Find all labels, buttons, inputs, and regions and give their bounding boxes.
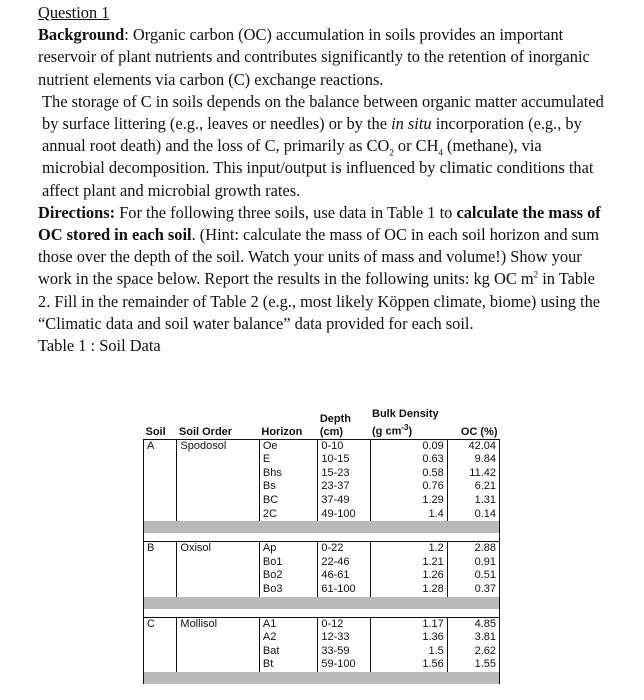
table-row bbox=[144, 439, 500, 453]
background-paragraph-1 bbox=[38, 24, 608, 91]
cell-horizon: Bt bbox=[259, 658, 317, 672]
group-separator bbox=[144, 672, 500, 684]
table-body bbox=[144, 439, 500, 684]
cell-horizon: Bo2 bbox=[259, 569, 317, 583]
gap-cell bbox=[144, 609, 500, 618]
cell-horizon: Oe bbox=[259, 439, 317, 453]
cell-horizon: Bs bbox=[259, 480, 317, 494]
group-gap bbox=[144, 533, 500, 542]
cell-horizon: 2C bbox=[259, 508, 317, 522]
gap-cell bbox=[144, 533, 500, 542]
cell-depth: 46-61 bbox=[318, 569, 370, 583]
cell-depth: 22-46 bbox=[318, 556, 370, 570]
cell-depth: 10-15 bbox=[318, 453, 370, 467]
cell-soil-order: Oxisol bbox=[177, 542, 259, 556]
cell-oc: 0.37 bbox=[447, 583, 499, 597]
table-row bbox=[144, 453, 500, 467]
header-soil-order: Soil Order bbox=[178, 425, 233, 438]
cell-soil-order bbox=[177, 658, 259, 672]
directions-bold-text: calculate the mass of OC stored in each soil bbox=[38, 202, 601, 245]
cell-horizon: Bo1 bbox=[259, 556, 317, 570]
directions-paragraph bbox=[38, 202, 608, 335]
question-document bbox=[38, 2, 608, 357]
separator-bar bbox=[144, 672, 500, 684]
cell-depth: 49-100 bbox=[318, 508, 370, 522]
cell-oc: 6.21 bbox=[447, 480, 499, 494]
cell-bulk-density: 1.17 bbox=[370, 617, 447, 631]
cell-horizon: BC bbox=[259, 494, 317, 508]
directions-text-2: . (Hint: calculate the mass of OC in each soil horizon and sum those over the depth of the soil. Watch your units of mass and volume!) Show your work in the space below. Report the results in the following units: kg OC m bbox=[38, 225, 599, 289]
cell-horizon: A1 bbox=[259, 617, 317, 631]
cell-depth: 61-100 bbox=[318, 583, 370, 597]
table-row bbox=[144, 631, 500, 645]
cell-horizon: Bat bbox=[259, 645, 317, 659]
cell-soil-order bbox=[177, 583, 259, 597]
table-row bbox=[144, 645, 500, 659]
cell-bulk-density: 1.5 bbox=[370, 645, 447, 659]
cell-bulk-density: 1.4 bbox=[370, 508, 447, 522]
cell-soil: B bbox=[144, 542, 177, 556]
cell-soil-order bbox=[177, 480, 259, 494]
cell-bulk-density: 0.76 bbox=[370, 480, 447, 494]
cell-bulk-density: 1.36 bbox=[370, 631, 447, 645]
cell-oc: 3.81 bbox=[447, 631, 499, 645]
cell-horizon: A2 bbox=[259, 631, 317, 645]
cell-soil bbox=[144, 658, 177, 672]
cell-depth: 23-37 bbox=[318, 480, 370, 494]
cell-soil bbox=[144, 480, 177, 494]
separator-bar bbox=[144, 521, 500, 533]
cell-soil bbox=[144, 508, 177, 522]
cell-soil bbox=[144, 583, 177, 597]
header-soil: Soil bbox=[145, 425, 166, 438]
soil-data-table bbox=[143, 408, 500, 684]
group-separator bbox=[144, 521, 500, 533]
cell-bulk-density: 1.26 bbox=[370, 569, 447, 583]
cell-bulk-density: 0.63 bbox=[370, 453, 447, 467]
ch4-subscript: 4 bbox=[438, 147, 443, 158]
background-text-3: incorporation (e.g., by annual root death) and the loss of C, primarily as CO bbox=[42, 114, 582, 156]
table-row bbox=[144, 542, 500, 556]
table-header-row bbox=[144, 408, 500, 439]
cell-depth: 0-10 bbox=[318, 439, 370, 453]
cell-soil-order bbox=[177, 467, 259, 481]
m2-superscript: 2 bbox=[533, 269, 539, 280]
cell-oc: 2.88 bbox=[447, 542, 499, 556]
cell-bulk-density: 0.58 bbox=[370, 467, 447, 481]
in-situ-text: in situ bbox=[391, 114, 432, 134]
background-text-1: : Organic carbon (OC) accumulation in soils provides an important reservoir of plant nutrients and contributes significantly to the retention of inorganic nutrient elements via carbon (C) exchange reactions. bbox=[38, 25, 590, 89]
group-gap bbox=[144, 609, 500, 618]
cell-horizon: Bhs bbox=[259, 467, 317, 481]
cell-soil bbox=[144, 645, 177, 659]
table-row bbox=[144, 494, 500, 508]
cell-horizon: E bbox=[259, 453, 317, 467]
cell-soil-order bbox=[177, 453, 259, 467]
directions-text-3: in Table 2. Fill in the remainder of Table 2 (e.g., most likely Köppen climate, biome) using the “Climatic data and soil water balance” data provided for each soil. bbox=[38, 269, 601, 333]
cell-oc: 9.84 bbox=[447, 453, 499, 467]
cell-depth: 15-23 bbox=[318, 467, 370, 481]
header-bulk-density: Bulk Density (g $cm^{-3}$) bbox=[372, 408, 439, 438]
cell-depth: 59-100 bbox=[318, 658, 370, 672]
cell-soil bbox=[144, 631, 177, 645]
cell-oc: 2.62 bbox=[447, 645, 499, 659]
cell-soil-order bbox=[177, 645, 259, 659]
cell-soil-order bbox=[177, 556, 259, 570]
cell-oc: 0.14 bbox=[447, 508, 499, 522]
cell-oc: 1.55 bbox=[447, 658, 499, 672]
cell-oc: 1.31 bbox=[447, 494, 499, 508]
background-text-2: The storage of C in soils depends on the balance between organic matter accumulated by surface littering (e.g., leaves or needles) or by the bbox=[42, 91, 604, 134]
cell-bulk-density: 1.21 bbox=[370, 556, 447, 570]
cell-bulk-density: 0.09 bbox=[370, 439, 447, 453]
cell-soil bbox=[144, 569, 177, 583]
cell-horizon: Ap bbox=[259, 542, 317, 556]
cell-bulk-density: 1.56 bbox=[370, 658, 447, 672]
cell-soil: C bbox=[144, 617, 177, 631]
directions-label: Directions: bbox=[38, 202, 116, 222]
background-paragraph-2 bbox=[38, 91, 608, 202]
cell-soil-order bbox=[177, 631, 259, 645]
cell-oc: 11.42 bbox=[447, 467, 499, 481]
cell-soil-order: Mollisol bbox=[177, 617, 259, 631]
cell-soil bbox=[144, 453, 177, 467]
cell-soil-order bbox=[177, 508, 259, 522]
table-row bbox=[144, 583, 500, 597]
cell-oc: 0.51 bbox=[447, 569, 499, 583]
directions-text-1: For the following three soils, use data in Table 1 to bbox=[115, 202, 457, 222]
cell-soil-order: Spodosol bbox=[177, 439, 259, 453]
question-title: Question 1 bbox=[38, 3, 110, 22]
cell-soil bbox=[144, 556, 177, 570]
cell-horizon: Bo3 bbox=[259, 583, 317, 597]
table-row bbox=[144, 556, 500, 570]
cell-depth: 37-49 bbox=[318, 494, 370, 508]
cell-soil-order bbox=[177, 569, 259, 583]
table-row bbox=[144, 508, 500, 522]
table-row bbox=[144, 480, 500, 494]
table-row bbox=[144, 467, 500, 481]
cell-bulk-density: 1.28 bbox=[370, 583, 447, 597]
background-label: Background bbox=[38, 25, 125, 45]
table-caption: Table 1 : Soil Data bbox=[38, 336, 161, 356]
cell-bulk-density: 1.2 bbox=[370, 542, 447, 556]
cell-soil-order bbox=[177, 494, 259, 508]
background-text-5: (methane), via microbial decomposition. This input/output is influenced by climatic conditions that affect plant and microbial growth rates. bbox=[42, 136, 594, 200]
table-row bbox=[144, 569, 500, 583]
cell-bulk-density: 1.29 bbox=[370, 494, 447, 508]
cell-depth: 0-22 bbox=[318, 542, 370, 556]
header-oc: OC (%) bbox=[460, 425, 498, 438]
co2-subscript: 2 bbox=[389, 147, 394, 158]
cell-oc: 0.91 bbox=[447, 556, 499, 570]
cell-depth: 12-33 bbox=[318, 631, 370, 645]
group-separator bbox=[144, 597, 500, 609]
table-row bbox=[144, 658, 500, 672]
table-row bbox=[144, 617, 500, 631]
cell-soil bbox=[144, 494, 177, 508]
header-depth: Depth (cm) bbox=[319, 412, 351, 438]
separator-bar bbox=[144, 597, 500, 609]
cell-oc: 4.85 bbox=[447, 617, 499, 631]
background-text-4: or CH bbox=[393, 136, 439, 156]
cell-depth: 0-12 bbox=[318, 617, 370, 631]
header-horizon: Horizon bbox=[261, 425, 303, 438]
cell-soil bbox=[144, 467, 177, 481]
cell-depth: 33-59 bbox=[318, 645, 370, 659]
cell-soil: A bbox=[144, 439, 177, 453]
cell-oc: 42.04 bbox=[447, 439, 499, 453]
